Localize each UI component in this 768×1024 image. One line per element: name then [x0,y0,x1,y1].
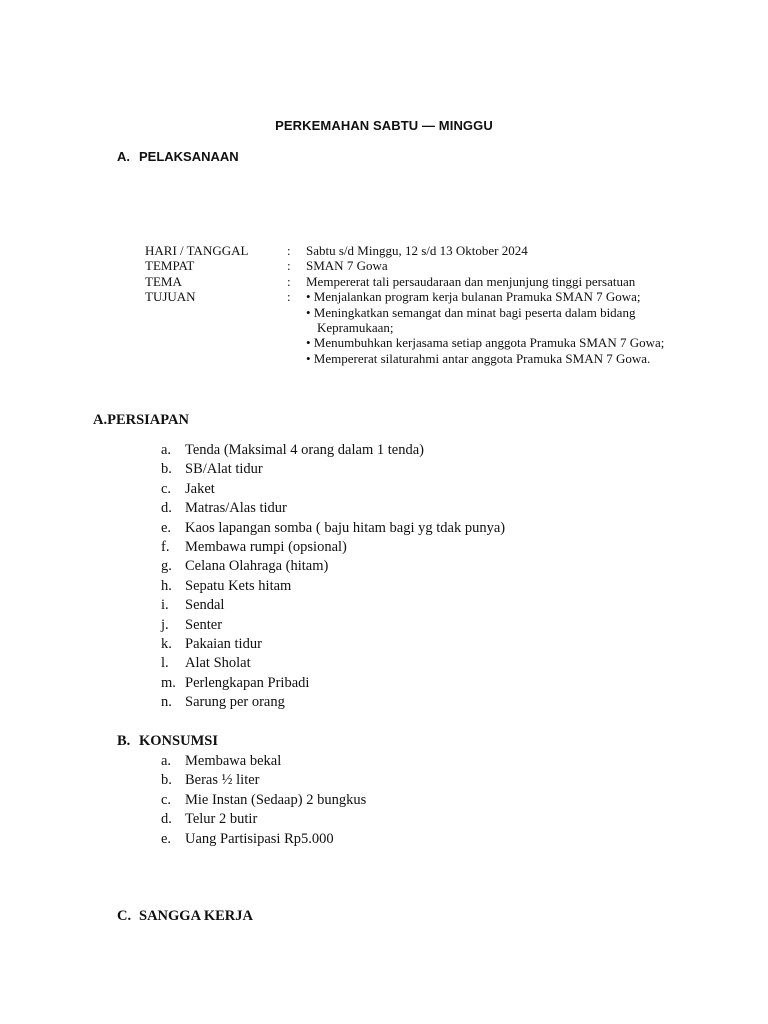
list-marker: d. [161,500,172,517]
list-marker: f. [161,539,170,556]
list-text: Alat Sholat [185,655,251,672]
info-colon: : [287,289,291,305]
info-row-tujuan [145,289,675,366]
section-a-number: A. [117,149,130,164]
list-marker: j. [161,616,169,633]
list-marker: i. [161,597,169,614]
tujuan-item: • Menjalankan program kerja bulanan Pramuka SMAN 7 Gowa; [306,289,641,305]
page-title: PERKEMAHAN SABTU — MINGGU [275,118,493,133]
list-marker: e. [161,830,172,847]
list-marker: d. [161,811,172,828]
persiapan-heading: A.PERSIAPAN [93,412,189,428]
info-row-tempat [145,258,675,273]
list-text: Pakaian tidur [185,636,262,653]
list-item [161,557,505,576]
list-text: Perlengkapan Pribadi [185,674,310,691]
list-item [161,654,505,673]
list-text: Sepatu Kets hitam [185,577,292,594]
info-colon: : [287,258,291,274]
list-text: SB/Alat tidur [185,461,263,478]
list-text: Telur 2 butir [185,811,258,828]
list-marker: e. [161,519,172,536]
tujuan-list [306,289,675,366]
list-item [161,460,505,479]
list-marker: c. [161,791,172,808]
list-item [161,771,366,790]
info-row-hari [145,243,675,258]
persiapan-list [161,441,505,713]
list-item [161,693,505,712]
konsumsi-text: KONSUMSI [139,733,218,749]
sangga-number: C. [117,908,132,924]
list-marker: n. [161,694,172,711]
list-text: Beras ½ liter [185,772,260,789]
section-a-text: PELAKSANAAN [139,149,239,164]
list-marker: h. [161,577,172,594]
list-item [161,810,366,829]
info-label: TUJUAN [145,289,196,305]
konsumsi-heading [117,733,218,750]
info-label: TEMPAT [145,258,195,274]
sangga-heading [117,908,253,925]
list-text: Membawa bekal [185,753,282,769]
list-marker: a. [161,442,172,458]
list-item [161,752,366,771]
tujuan-item: Kepramukaan; [317,320,394,336]
tujuan-list-wrapper [306,289,675,366]
list-marker: g. [161,558,172,575]
list-text: Tenda (Maksimal 4 orang dalam 1 tenda) [185,442,424,458]
list-item [161,499,505,518]
list-marker: b. [161,772,172,789]
list-marker: l. [161,655,169,672]
list-marker: k. [161,636,172,653]
info-label: TEMA [145,273,182,289]
list-text: Jaket [185,480,215,497]
list-item [161,577,505,596]
info-colon: : [287,243,291,258]
event-info-table [145,243,675,366]
konsumsi-list [161,752,366,849]
list-item [161,519,505,538]
list-text: Uang Partisipasi Rp5.000 [185,830,334,847]
konsumsi-number: B. [117,733,131,749]
tujuan-item: • Meningkatkan semangat dan minat bagi peserta dalam bidang [306,304,636,320]
list-text: Mie Instan (Sedaap) 2 bungkus [185,791,367,808]
info-value: Sabtu s/d Minggu, 12 s/d 13 Oktober 2024 [306,243,528,258]
list-marker: m. [161,674,176,691]
list-text: Membawa rumpi (opsional) [185,539,347,556]
list-text: Sendal [185,597,225,614]
list-marker: a. [161,753,172,769]
list-text: Sarung per orang [185,694,285,711]
list-item [161,830,366,849]
list-text: Matras/Alas tidur [185,500,287,517]
section-a-heading [117,149,239,164]
list-item [161,616,505,635]
list-item [161,674,505,693]
sangga-text: SANGGA KERJA [139,908,254,924]
list-text: Celana Olahraga (hitam) [185,558,329,575]
info-colon: : [287,273,291,289]
info-value: Mempererat tali persaudaraan dan menjunjung tinggi persatuan [306,273,636,289]
tujuan-item: • Mempererat silaturahmi antar anggota Pramuka SMAN 7 Gowa. [306,350,651,366]
list-item [161,791,366,810]
list-marker: c. [161,480,172,497]
info-label: HARI / TANGGAL [145,243,249,258]
list-text: Kaos lapangan somba ( baju hitam bagi yg tdak punya) [185,519,506,536]
list-item [161,596,505,615]
list-item [161,480,505,499]
tujuan-item: • Menumbuhkan kerjasama setiap anggota Pramuka SMAN 7 Gowa; [306,335,665,351]
list-item [161,441,505,460]
info-value: SMAN 7 Gowa [306,258,388,274]
list-item [161,538,505,557]
info-row-tema [145,274,675,289]
list-item [161,635,505,654]
list-marker: b. [161,461,172,478]
list-text: Senter [185,616,223,633]
